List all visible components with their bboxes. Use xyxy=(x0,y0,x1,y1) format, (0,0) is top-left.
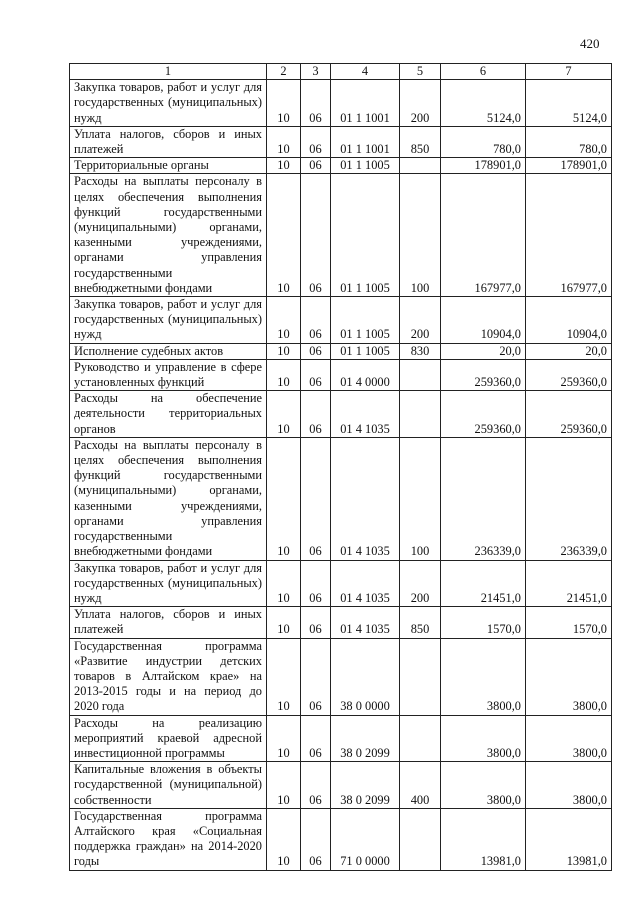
target-article-cell: 01 4 1035 xyxy=(331,391,400,438)
amount-cell: 5124,0 xyxy=(526,80,612,127)
expense-name-cell: Государственная программа «Развитие индустрии детских товаров в Алтайском крае» на 2013-2015 годы и на период до 2020 года xyxy=(70,638,267,715)
amount-cell: 1570,0 xyxy=(441,607,526,638)
subsection-code-cell: 06 xyxy=(301,126,331,157)
subsection-code-cell: 06 xyxy=(301,560,331,607)
amount-cell: 236339,0 xyxy=(526,437,612,560)
expense-name-cell: Закупка товаров, работ и услуг для государственных (муниципальных) нужд xyxy=(70,560,267,607)
section-code-cell: 10 xyxy=(267,174,301,297)
expense-name-cell: Государственная программа Алтайского края «Социальная поддержка граждан» на 2014-2020 годы xyxy=(70,808,267,870)
table-row xyxy=(70,437,612,560)
expense-name-cell: Расходы на выплаты персоналу в целях обеспечения выполнения функций государственными (муниципальными) органами, казенными учреждениями, органами управления государственными внебюджетными фондами xyxy=(70,174,267,297)
target-article-cell: 01 1 1005 xyxy=(331,297,400,344)
table-row xyxy=(70,638,612,715)
amount-cell: 259360,0 xyxy=(441,359,526,390)
subsection-code-cell: 06 xyxy=(301,343,331,359)
amount-cell: 178901,0 xyxy=(526,158,612,174)
column-header: 4 xyxy=(331,64,400,80)
expense-type-cell: 830 xyxy=(400,343,441,359)
target-article-cell: 71 0 0000 xyxy=(331,808,400,870)
column-header: 1 xyxy=(70,64,267,80)
section-code-cell: 10 xyxy=(267,607,301,638)
expense-type-cell xyxy=(400,715,441,762)
amount-cell: 5124,0 xyxy=(441,80,526,127)
expense-type-cell: 200 xyxy=(400,297,441,344)
amount-cell: 20,0 xyxy=(526,343,612,359)
amount-cell: 259360,0 xyxy=(526,391,612,438)
column-header: 2 xyxy=(267,64,301,80)
amount-cell: 167977,0 xyxy=(441,174,526,297)
amount-cell: 259360,0 xyxy=(526,359,612,390)
amount-cell: 21451,0 xyxy=(441,560,526,607)
section-code-cell: 10 xyxy=(267,158,301,174)
target-article-cell: 38 0 2099 xyxy=(331,715,400,762)
page-number: 420 xyxy=(580,36,600,51)
amount-cell: 178901,0 xyxy=(441,158,526,174)
expense-name-cell: Территориальные органы xyxy=(70,158,267,174)
expense-type-cell xyxy=(400,359,441,390)
target-article-cell: 01 1 1005 xyxy=(331,343,400,359)
amount-cell: 20,0 xyxy=(441,343,526,359)
amount-cell: 3800,0 xyxy=(526,715,612,762)
amount-cell: 167977,0 xyxy=(526,174,612,297)
table-row xyxy=(70,343,612,359)
section-code-cell: 10 xyxy=(267,560,301,607)
target-article-cell: 01 4 1035 xyxy=(331,437,400,560)
subsection-code-cell: 06 xyxy=(301,638,331,715)
target-article-cell: 01 4 1035 xyxy=(331,607,400,638)
expense-name-cell: Закупка товаров, работ и услуг для государственных (муниципальных) нужд xyxy=(70,80,267,127)
section-code-cell: 10 xyxy=(267,762,301,809)
subsection-code-cell: 06 xyxy=(301,174,331,297)
subsection-code-cell: 06 xyxy=(301,762,331,809)
section-code-cell: 10 xyxy=(267,80,301,127)
target-article-cell: 38 0 2099 xyxy=(331,762,400,809)
subsection-code-cell: 06 xyxy=(301,437,331,560)
table-row xyxy=(70,715,612,762)
expense-name-cell: Расходы на обеспечение деятельности территориальных органов xyxy=(70,391,267,438)
expense-type-cell: 200 xyxy=(400,80,441,127)
column-header: 5 xyxy=(400,64,441,80)
amount-cell: 13981,0 xyxy=(526,808,612,870)
table-row xyxy=(70,391,612,438)
table-row xyxy=(70,80,612,127)
section-code-cell: 10 xyxy=(267,391,301,438)
table-header-row xyxy=(70,64,612,80)
table-row xyxy=(70,174,612,297)
subsection-code-cell: 06 xyxy=(301,808,331,870)
expense-name-cell: Уплата налогов, сборов и иных платежей xyxy=(70,126,267,157)
column-header: 7 xyxy=(526,64,612,80)
expense-type-cell xyxy=(400,808,441,870)
section-code-cell: 10 xyxy=(267,297,301,344)
section-code-cell: 10 xyxy=(267,126,301,157)
expense-name-cell: Уплата налогов, сборов и иных платежей xyxy=(70,607,267,638)
expense-name-cell: Капитальные вложения в объекты государственной (муниципальной) собственности xyxy=(70,762,267,809)
subsection-code-cell: 06 xyxy=(301,607,331,638)
target-article-cell: 38 0 0000 xyxy=(331,638,400,715)
table-row xyxy=(70,297,612,344)
target-article-cell: 01 1 1005 xyxy=(331,158,400,174)
column-header: 3 xyxy=(301,64,331,80)
amount-cell: 780,0 xyxy=(441,126,526,157)
column-header: 6 xyxy=(441,64,526,80)
table-row xyxy=(70,158,612,174)
amount-cell: 259360,0 xyxy=(441,391,526,438)
amount-cell: 3800,0 xyxy=(526,638,612,715)
amount-cell: 10904,0 xyxy=(526,297,612,344)
amount-cell: 780,0 xyxy=(526,126,612,157)
amount-cell: 10904,0 xyxy=(441,297,526,344)
target-article-cell: 01 1 1001 xyxy=(331,126,400,157)
expense-type-cell: 400 xyxy=(400,762,441,809)
expense-type-cell xyxy=(400,638,441,715)
expense-name-cell: Расходы на выплаты персоналу в целях обеспечения выполнения функций государственными (муниципальными) органами, казенными учреждениями, органами управления государственными внебюджетными фондами xyxy=(70,437,267,560)
amount-cell: 13981,0 xyxy=(441,808,526,870)
table-row xyxy=(70,808,612,870)
target-article-cell: 01 1 1001 xyxy=(331,80,400,127)
subsection-code-cell: 06 xyxy=(301,80,331,127)
budget-table xyxy=(69,63,612,871)
section-code-cell: 10 xyxy=(267,715,301,762)
expense-type-cell: 850 xyxy=(400,126,441,157)
amount-cell: 3800,0 xyxy=(441,762,526,809)
amount-cell: 236339,0 xyxy=(441,437,526,560)
expense-name-cell: Руководство и управление в сфере установленных функций xyxy=(70,359,267,390)
expense-type-cell xyxy=(400,391,441,438)
amount-cell: 1570,0 xyxy=(526,607,612,638)
subsection-code-cell: 06 xyxy=(301,359,331,390)
table-row xyxy=(70,762,612,809)
target-article-cell: 01 1 1005 xyxy=(331,174,400,297)
table-row xyxy=(70,560,612,607)
target-article-cell: 01 4 1035 xyxy=(331,560,400,607)
target-article-cell: 01 4 0000 xyxy=(331,359,400,390)
section-code-cell: 10 xyxy=(267,808,301,870)
table-row xyxy=(70,607,612,638)
table-row xyxy=(70,126,612,157)
expense-type-cell xyxy=(400,158,441,174)
expense-name-cell: Расходы на реализацию мероприятий краевой адресной инвестиционной программы xyxy=(70,715,267,762)
subsection-code-cell: 06 xyxy=(301,391,331,438)
amount-cell: 3800,0 xyxy=(441,715,526,762)
expense-type-cell: 100 xyxy=(400,437,441,560)
section-code-cell: 10 xyxy=(267,343,301,359)
expense-name-cell: Исполнение судебных актов xyxy=(70,343,267,359)
section-code-cell: 10 xyxy=(267,359,301,390)
expense-type-cell: 100 xyxy=(400,174,441,297)
section-code-cell: 10 xyxy=(267,437,301,560)
amount-cell: 3800,0 xyxy=(441,638,526,715)
amount-cell: 21451,0 xyxy=(526,560,612,607)
section-code-cell: 10 xyxy=(267,638,301,715)
amount-cell: 3800,0 xyxy=(526,762,612,809)
expense-type-cell: 850 xyxy=(400,607,441,638)
subsection-code-cell: 06 xyxy=(301,297,331,344)
table-row xyxy=(70,359,612,390)
expense-type-cell: 200 xyxy=(400,560,441,607)
expense-name-cell: Закупка товаров, работ и услуг для государственных (муниципальных) нужд xyxy=(70,297,267,344)
subsection-code-cell: 06 xyxy=(301,158,331,174)
subsection-code-cell: 06 xyxy=(301,715,331,762)
